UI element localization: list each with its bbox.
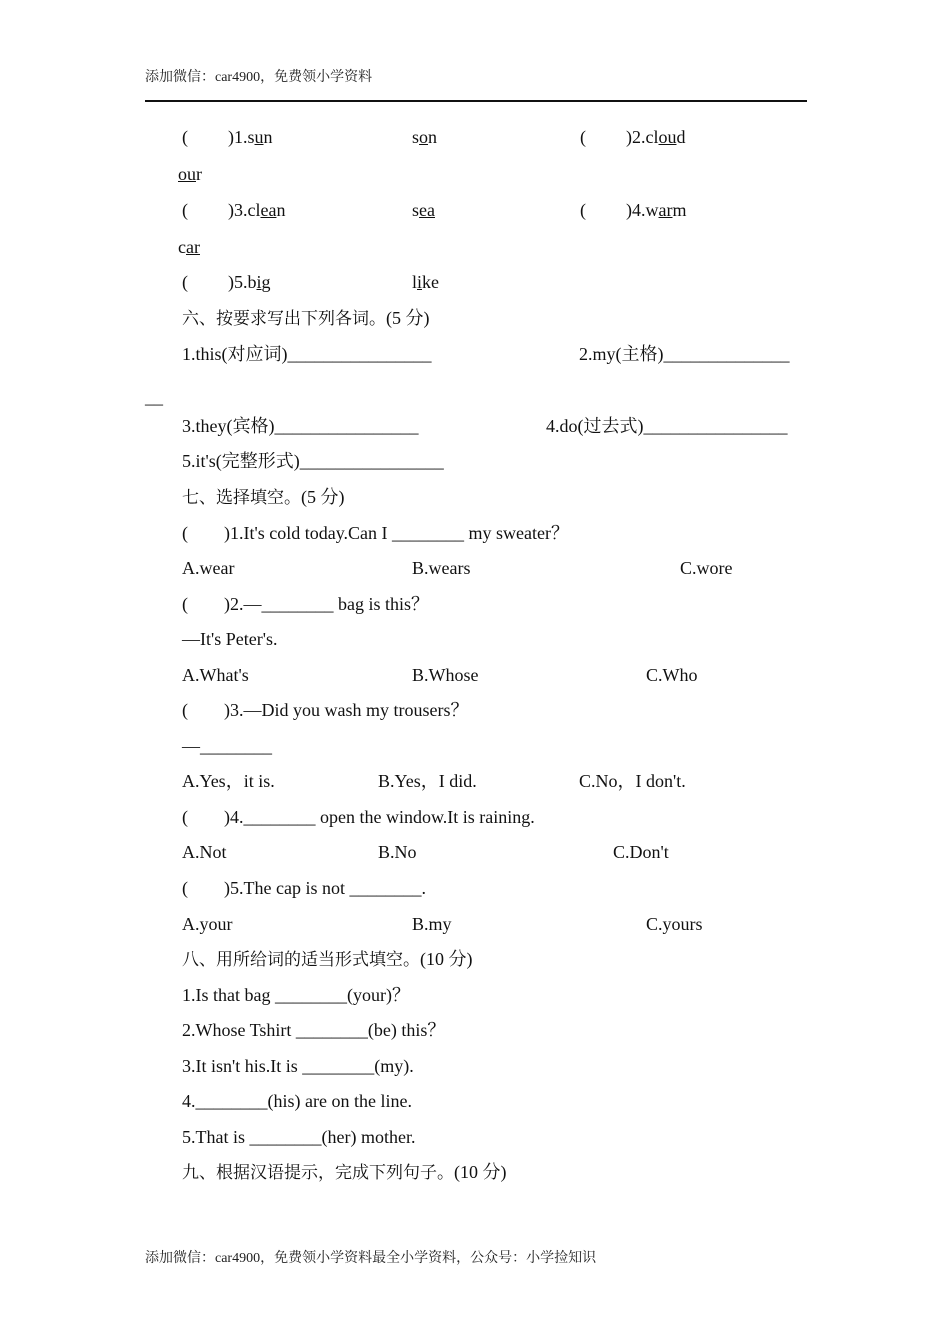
s6-q1: 1.this(对应词)________________: [182, 344, 432, 364]
s7-q1-option-a: A.wear: [182, 558, 235, 578]
s7-q2-option-c: C.Who: [646, 665, 698, 685]
s5-q3-word2: sea: [412, 200, 435, 220]
s5-q3: ( )3.clean: [182, 200, 286, 220]
section6-title: 六、按要求写出下列各词。(5 分): [182, 308, 430, 329]
s5-q4: ( )4.warm: [580, 200, 687, 220]
s7-q2-line2: —It's Peter's.: [182, 629, 278, 649]
s6-q2: 2.my(主格)______________: [579, 344, 790, 364]
s5-q1-word2: son: [412, 127, 438, 147]
s5-q4-word2: car: [178, 237, 200, 257]
s6-q5: 5.it's(完整形式)________________: [182, 451, 444, 471]
s7-q3: ( )3.—Did you wash my trousers？: [182, 700, 469, 720]
s8-q1: 1.Is that bag ________(your)？: [182, 985, 410, 1005]
s8-q4: 4.________(his) are on the line.: [182, 1091, 412, 1111]
header-divider: [145, 100, 807, 102]
section8-title: 八、用所给词的适当形式填空。(10 分): [182, 949, 473, 970]
s7-q5-option-a: A.your: [182, 914, 233, 934]
s7-q1-option-b: B.wears: [412, 558, 471, 578]
s7-q3-option-c: C.No，I don't.: [579, 771, 686, 791]
page-header: 添加微信：car4900，免费领小学资料: [145, 70, 373, 85]
s7-q4-option-b: B.No: [378, 842, 417, 862]
s7-q4-option-c: C.Don't: [613, 842, 669, 862]
s7-q3-option-a: A.Yes，it is.: [182, 771, 275, 791]
s7-q4-option-a: A.Not: [182, 842, 227, 862]
s7-q2-option-a: A.What's: [182, 665, 249, 685]
s6-q2-continuation: __: [145, 387, 163, 407]
s5-q2: ( )2.cloud: [580, 127, 686, 147]
s7-q2: ( )2.—________ bag is this？: [182, 594, 429, 614]
s7-q4: ( )4.________ open the window.It is raining.: [182, 807, 535, 827]
s5-q5: ( )5.big: [182, 272, 271, 292]
s7-q1: ( )1.It's cold today.Can I ________ my sweater？: [182, 523, 569, 543]
s8-q2: 2.Whose Tshirt ________(be) this？: [182, 1020, 446, 1040]
s5-q5-word2: like: [412, 272, 440, 292]
section7-title: 七、选择填空。(5 分): [182, 487, 345, 508]
section9-title: 九、根据汉语提示，完成下列句子。(10 分): [182, 1162, 507, 1183]
s8-q3: 3.It isn't his.It is ________(my).: [182, 1056, 414, 1076]
s7-q5: ( )5.The cap is not ________.: [182, 878, 426, 898]
s7-q5-option-c: C.yours: [646, 914, 703, 934]
s6-q3: 3.they(宾格)________________: [182, 416, 419, 436]
s6-q4: 4.do(过去式)________________: [546, 416, 788, 436]
s5-q2-word2: our: [178, 164, 202, 184]
s7-q3-line2: —________: [182, 736, 272, 756]
s8-q5: 5.That is ________(her) mother.: [182, 1127, 416, 1147]
s7-q5-option-b: B.my: [412, 914, 452, 934]
s7-q1-option-c: C.wore: [680, 558, 733, 578]
s5-q1: ( )1.sun: [182, 127, 273, 147]
s7-q2-option-b: B.Whose: [412, 665, 479, 685]
page-footer: 添加微信：car4900，免费领小学资料最全小学资料，公众号：小学捡知识: [145, 1251, 597, 1266]
s7-q3-option-b: B.Yes，I did.: [378, 771, 477, 791]
